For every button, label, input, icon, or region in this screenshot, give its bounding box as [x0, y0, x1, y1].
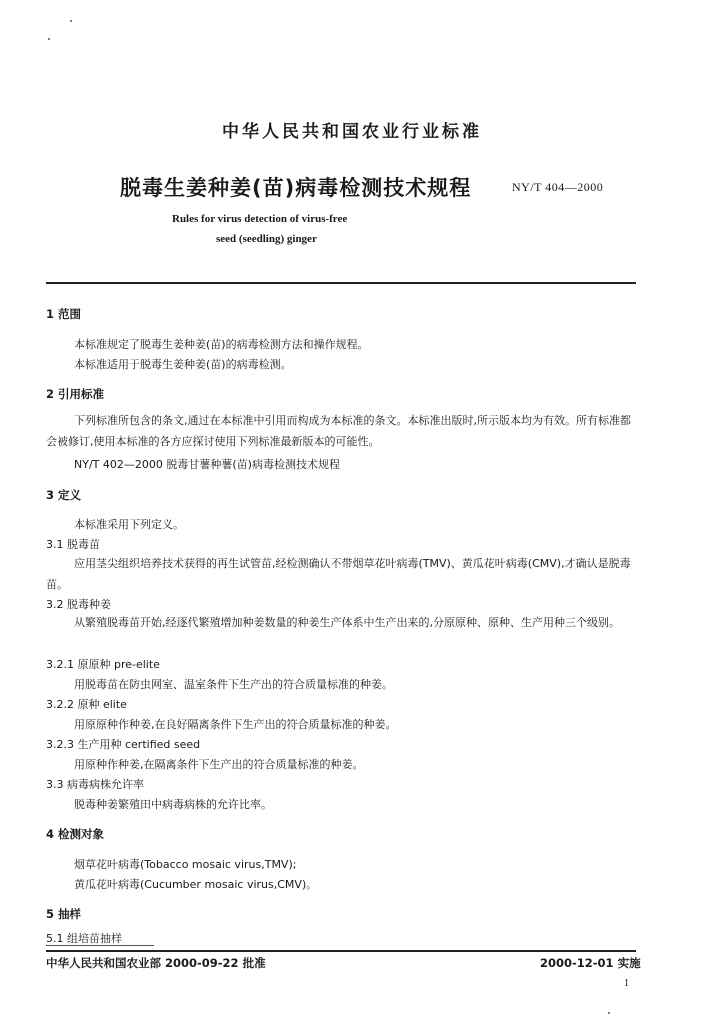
approval-date: 中华人民共和国农业部 2000-09-22 批准	[46, 956, 266, 970]
issuing-authority-header: 中华人民共和国农业行业标准	[222, 122, 482, 142]
implementation-date: 2000-12-01 实施	[540, 956, 641, 970]
section-3-intro: 本标准采用下列定义。	[74, 518, 184, 531]
section-2-paragraph: 下列标准所包含的条文,通过在本标准中引用而构成为本标准的条文。本标准出版时,所示版本均为有效。所有标准都会被修订,使用本标准的各方应探讨使用下列标准最新版本的可能性。	[46, 414, 631, 448]
definition-3-2-text: 从繁殖脱毒苗开始,经逐代繁殖增加种姜数量的种姜生产体系中生产出来的,分原原种、原种、生产用种三个级别。	[74, 616, 620, 629]
section-2-reference: NY/T 402—2000 脱毒甘薯种薯(苗)病毒检测技术规程	[74, 458, 340, 471]
section-1-heading: 1 范围	[46, 307, 82, 321]
page-number: 1	[624, 978, 629, 989]
definition-3-1-heading: 3.1 脱毒苗	[46, 538, 100, 551]
definition-3-1-text: 应用茎尖组织培养技术获得的再生试管苗,经检测确认不带烟草花叶病毒(TMV)、黄瓜花叶病毒(CMV),才确认是脱毒苗。	[46, 557, 631, 591]
definition-3-2-3-heading: 3.2.3 生产用种 certified seed	[46, 738, 201, 751]
scan-speck	[48, 38, 50, 40]
section-1-paragraph-2: 本标准适用于脱毒生姜种姜(苗)的病毒检测。	[74, 358, 292, 371]
scan-speck	[608, 1012, 610, 1014]
header-rule	[46, 282, 636, 284]
section-3-heading: 3 定义	[46, 488, 82, 502]
text-continuation-rule	[46, 945, 154, 946]
footer-rule	[46, 950, 636, 952]
scan-speck	[70, 20, 72, 22]
section-2-heading: 2 引用标准	[46, 387, 105, 401]
definition-3-2-1-text: 用脱毒苗在防虫网室、温室条件下生产出的符合质量标准的种姜。	[74, 678, 393, 691]
definition-3-2-2-heading: 3.2.2 原种 elite	[46, 698, 127, 711]
section-5-heading: 5 抽样	[46, 907, 82, 921]
definition-3-2-3-text: 用原种作种姜,在隔离条件下生产出的符合质量标准的种姜。	[74, 758, 364, 771]
section-5-1-heading: 5.1 组培苗抽样	[46, 932, 122, 945]
standard-number: NY/T 404—2000	[512, 180, 604, 194]
english-title-line2: seed (seedling) ginger	[216, 233, 317, 245]
definition-3-3-text: 脱毒种姜繁殖田中病毒病株的允许比率。	[74, 798, 272, 811]
section-4-heading: 4 检测对象	[46, 827, 105, 841]
english-title-line1: Rules for virus detection of virus-free	[172, 213, 348, 225]
definition-3-2-2-text: 用原原种作种姜,在良好隔离条件下生产出的符合质量标准的种姜。	[74, 718, 397, 731]
section-1-paragraph-1: 本标准规定了脱毒生姜种姜(苗)的病毒检测方法和操作规程。	[74, 338, 369, 351]
definition-3-2-heading: 3.2 脱毒种姜	[46, 598, 111, 611]
detection-target-tmv: 烟草花叶病毒(Tobacco mosaic virus,TMV);	[74, 858, 297, 871]
detection-target-cmv: 黄瓜花叶病毒(Cucumber mosaic virus,CMV)。	[74, 878, 318, 891]
definition-3-2-1-heading: 3.2.1 原原种 pre-elite	[46, 658, 160, 671]
definition-3-3-heading: 3.3 病毒病株允许率	[46, 778, 144, 791]
document-title: 脱毒生姜种姜(苗)病毒检测技术规程	[120, 176, 472, 200]
